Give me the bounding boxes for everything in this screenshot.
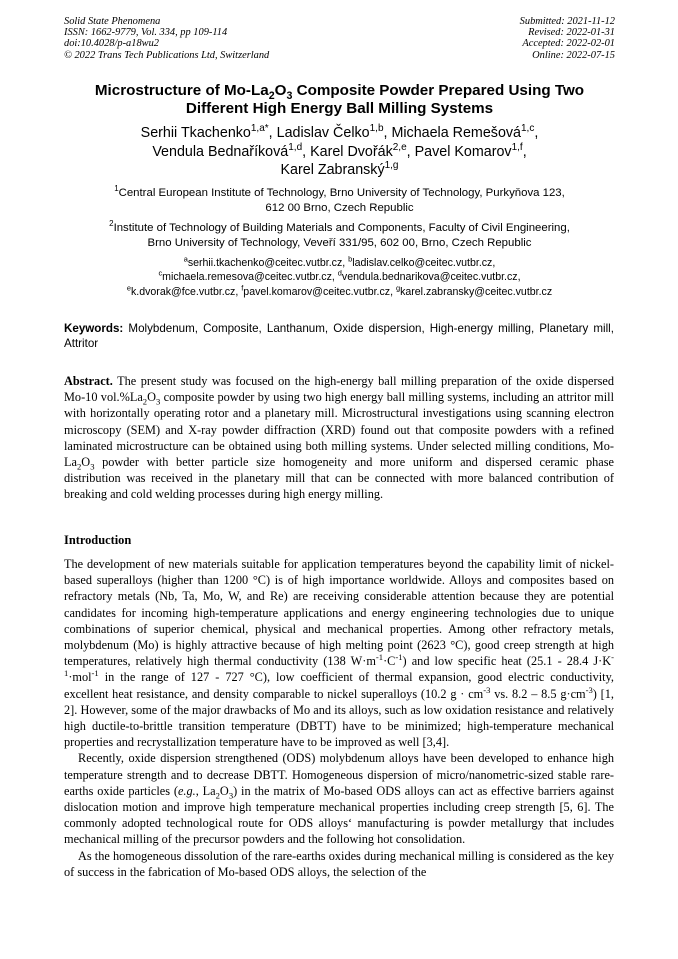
author: Pavel Komarov$^{1,f}$ <box>414 141 523 160</box>
email-link[interactable]: ladislav.celko@ceitec.vutbr.cz <box>352 257 493 269</box>
author: Vendula Bednaříková$^{1,d}$ <box>152 141 303 160</box>
keywords-text: Molybdenum, Composite, Lanthanum, Oxide dispersion, High-energy milling, Planetary mill, Attritor <box>64 322 614 350</box>
email-link[interactable]: michaela.remesova@ceitec.vutbr.cz <box>162 271 332 284</box>
affiliation-1: $^1$Central European Institute of Technology, Brno University of Technology, Purkyňova 123, 612 00 Brno, Czech Republic <box>114 184 565 214</box>
journal-name: Solid State Phenomena <box>64 16 161 27</box>
journal-doi: doi:10.4028/p-a18wu2 <box>64 38 159 50</box>
date-submitted: Submitted: 2021-11-12 <box>519 16 615 27</box>
abstract-label: Abstract. <box>64 374 113 388</box>
author: Karel Zabranský$^{1,g}$ <box>280 160 399 178</box>
paragraph: As the homogeneous dissolution of the rare-earths oxides during mechanical milling is considered as the key of success in the fabrication of Mo-based ODS alloys, the selection of the <box>64 848 614 879</box>
paper-title: Microstructure of $Mo-La_2O_3$ Composite Powder Prepared Using Two Different High Energy Ball Milling Systems <box>94 82 585 117</box>
email-link[interactable]: serhii.tkachenko@ceitec.vutbr.cz <box>187 257 343 269</box>
date-revised: Revised: 2022-01-31 <box>528 27 615 39</box>
paragraph: The development of new materials suitable for application temperatures beyond the capability limit of nickel-based superalloys (higher than 1200 °C) is of high importance worldwide. Alloys and composites based on refractory metals (Nb, Ta, Mo, W, and Re) are receiving considerable attention because they are potential candidates for incoming high-temperature applications and energy engineering technologies due to unique combinations of superior chemical, physical and mechanical properties. Among other refractory metals, molybdenum (Mo) is highly attractive because of high melting point (2623 °C), good creep strength at high temperatures, relatively high thermal conductivity (138 $W\cdot m^{-1}\cdot C^{-1}$) and low specific heat (25.1 - 28.4 $J\cdot K^{-1}\cdot mol^{-1}$ in the range of 127 - 727 °C), low coefficient of thermal expansion, good electric conductivity, excellent heat resistance, and density comparable to nickel superalloys (10.2 $g \cdot cm^{-3}$ vs. 8.2 – 8.5 $g\cdot cm^{-3}$) [1, 2]. However, some of the major drawbacks of Mo and its alloys, such as low oxidation resistance and relatively high ductile-to-brittle transition temperature (DBTT) have to be minimized; high-temperature mechanical properties and recrystallization temperature have to be improved as well [3,4]. <box>64 557 614 750</box>
date-accepted: Accepted: 2022-02-01 <box>522 38 615 50</box>
author-list: Serhii Tkachenko$^{1,a*}$, Ladislav Čelko$^{1,b}$, Michaela Remešová$^{1,c}$, Vendula Bednaříková$^{1,d}$, Karel Dvořák$^{2,e}$, Pavel Komarov$^{1,f}$, Karel Zabranský$^{1,g}$ <box>140 123 539 178</box>
introduction-body <box>64 556 614 880</box>
paragraph: Recently, oxide dispersion strengthened (ODS) molybdenum alloys have been developed to enhance high temperature strength and to decrease DBTT. Homogeneous dispersion of micro/nanometric-sized stable rare-earths oxide particles (e.g., $La_2O_3$) in the matrix of Mo-based ODS alloys can act as effective barriers against dislocation motion and improve high temperature mechanical properties including creep strength [5, 6]. The commonly adopted technological route for ODS alloys‘ manufacturing is powder metallurgy that includes mechanical milling of the precursor powders and the following hot consolidation. <box>64 751 614 847</box>
date-online: Online: 2022-07-15 <box>532 49 615 61</box>
author: Karel Dvořák$^{2,e}$ <box>310 141 407 160</box>
journal-issn: ISSN: 1662-9779, Vol. 334, pp 109-114 <box>64 27 228 39</box>
affiliation-2: $^2$Institute of Technology of Building Materials and Components, Faculty of Civil Engineering, Brno University of Technology, Veveří 331/95, 602 00, Brno, Czech Republic <box>109 219 570 249</box>
journal-header-right <box>520 16 615 61</box>
author: Serhii Tkachenko$^{1,a*}$ <box>140 123 269 141</box>
email-link[interactable]: vendula.bednarikova@ceitec.vutbr.cz <box>341 271 518 284</box>
journal-header-left <box>64 16 269 61</box>
section-heading-introduction: Introduction <box>64 533 132 547</box>
abstract: Abstract. The present study was focused on the high-energy ball milling preparation of the oxide dispersed Mo-10 $vol.\%La_2O_3$ composite powder by using two high energy ball milling systems, including an attritor mill with horizontally operating rotor and a planetary mill. Microstructural investigations using scanning electron microscopy (SEM) and X-ray powder diffraction (XRD) found out that composite powders with a refined laminated microstructure can be obtained using both milling systems. Under selected milling conditions, $Mo-La_2O_3$ powder with better particle size homogeneity and more uniform and dispersed ceramic phase distribution was received in the planetary mill that can be connected with more balanced contribution of breaking and cold welding processes during high energy milling. <box>64 374 614 502</box>
keywords-label: Keywords: <box>64 322 124 335</box>
journal-copyright: © 2022 Trans Tech Publications Ltd, Switzerland <box>64 49 270 61</box>
author: Michaela Remešová$^{1,c}$ <box>391 123 535 141</box>
email-link[interactable]: karel.zabransky@ceitec.vutbr.cz <box>400 285 553 298</box>
email-link[interactable]: k.dvorak@fce.vutbr.cz <box>130 285 236 298</box>
keywords <box>64 321 614 351</box>
email-link[interactable]: pavel.komarov@ceitec.vutbr.cz <box>243 285 391 298</box>
author-emails: $^a$serhii.tkachenko@ceitec.vutbr.cz, $^b$ladislav.celko@ceitec.vutbr.cz, $^c$michaela.remesova@ceitec.vutbr.cz, $^d$vendula.bednarikova@ceitec.vutbr.cz, $^e$k.dvorak@fce.vutbr.cz, $^f$pavel.komarov@ceitec.vutbr.cz, $^g$karel.zabransky@ceitec.vutbr.cz <box>126 254 553 298</box>
author: Ladislav Čelko$^{1,b}$ <box>276 123 384 141</box>
